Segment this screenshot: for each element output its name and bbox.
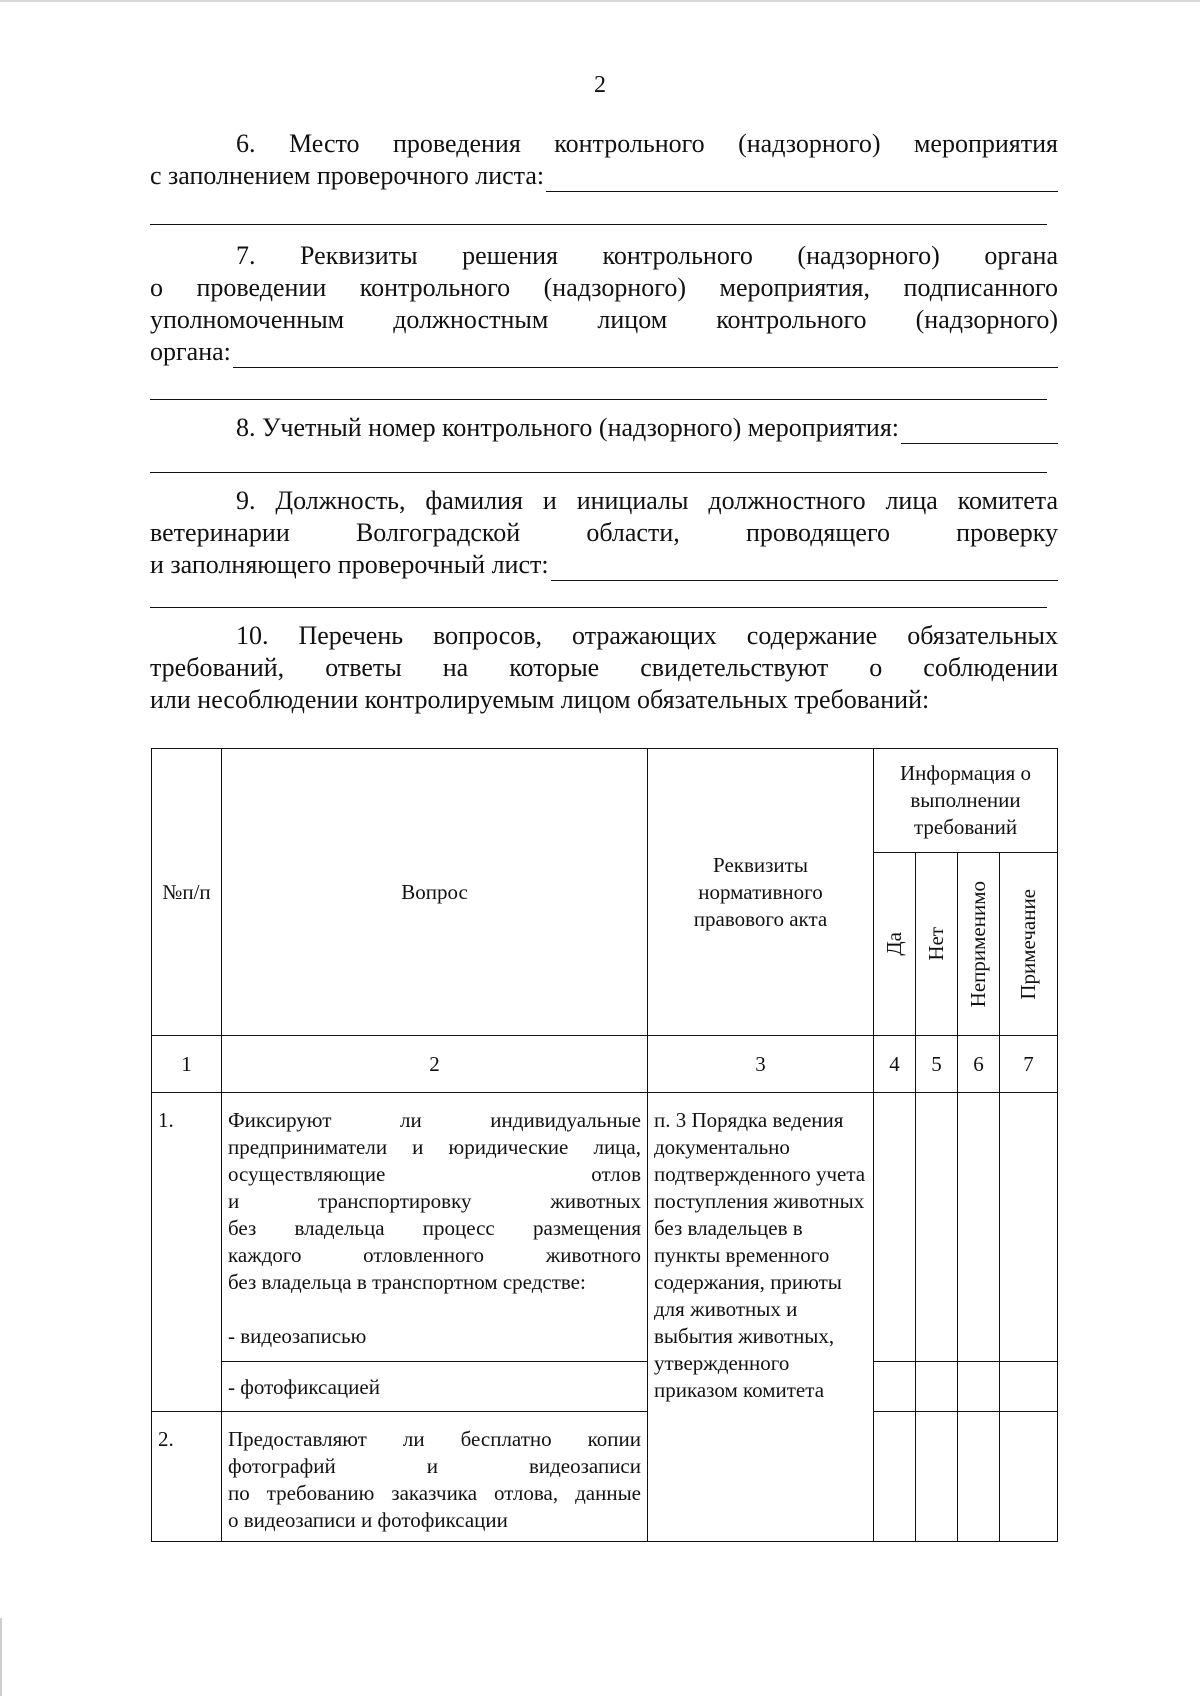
note-cell[interactable] [1000, 1412, 1058, 1542]
item-8-blank[interactable] [901, 418, 1058, 444]
row-number: 2. [152, 1412, 222, 1542]
reference-line: в пункты [654, 1216, 803, 1267]
header-note-cell [1000, 853, 1058, 1036]
question-line: фотографий и видеозаписи [228, 1454, 641, 1478]
header-yes-cell [874, 853, 916, 1036]
page-number: 2 [594, 72, 606, 98]
question-line: осуществляющие отлов [228, 1162, 641, 1186]
question-line: без владельца процесс размещения [228, 1216, 641, 1240]
reference-line: приказом комитета [654, 1378, 825, 1402]
item-6-blank[interactable] [546, 166, 1058, 192]
note-cell[interactable] [1000, 1362, 1058, 1412]
row-question [222, 1412, 648, 1542]
answer-no-cell[interactable] [916, 1362, 958, 1412]
item-9-blank[interactable] [551, 555, 1058, 581]
answer-no-cell[interactable] [916, 1093, 958, 1362]
item-9-fill [150, 549, 1058, 581]
column-number: 6 [958, 1036, 1000, 1093]
reference-line: временного [725, 1243, 830, 1267]
question-line: Фиксируют ли индивидуальные [228, 1108, 641, 1132]
answer-na-cell[interactable] [958, 1093, 1000, 1362]
header-not-applicable: Неприменимо [966, 880, 990, 1008]
reference-line: учета поступления [654, 1162, 866, 1213]
reference-line: подтвержденного [654, 1162, 811, 1186]
note-cell[interactable] [1000, 1093, 1058, 1362]
item-8-line: 8. Учетный номер контрольного (надзорного) мероприятия: [236, 413, 900, 442]
table-row [152, 1412, 1058, 1542]
item-6-line: с заполнением проверочного листа: [150, 161, 545, 190]
column-number: 2 [222, 1036, 648, 1093]
column-number: 5 [916, 1036, 958, 1093]
column-number: 7 [1000, 1036, 1058, 1093]
item-8-fill [150, 412, 1058, 444]
item-10-line: или несоблюдении контролируемым лицом обязательных требований: [150, 685, 930, 714]
reference-line: ведения [772, 1108, 844, 1132]
table-row [152, 1093, 1058, 1362]
header-na-cell [958, 853, 1000, 1036]
question-line: о видеозаписи и фотофиксации [228, 1508, 508, 1532]
header-reference: Реквизиты нормативного правового акта [648, 749, 874, 1036]
answer-no-cell[interactable] [916, 1412, 958, 1542]
item-9-blank-line[interactable] [150, 607, 1047, 608]
item-7-line: 7. Реквизиты решения контрольного (надзорного) органа [236, 241, 1058, 270]
item-9-line: ветеринарии Волгоградской области, проводящего проверку [150, 518, 1058, 547]
column-number: 3 [648, 1036, 874, 1093]
item-10-line: требований, ответы на которые свидетельствуют о соблюдении [150, 653, 1058, 682]
item-9 [150, 485, 1058, 581]
scan-edge-line [0, 0, 1200, 2]
row-reference [648, 1093, 874, 1542]
answer-yes-cell[interactable] [874, 1362, 916, 1412]
item-7-line: о проведении контрольного (надзорного) мероприятия, подписанного [150, 273, 1058, 302]
answer-yes-cell[interactable] [874, 1412, 916, 1542]
item-10-line: 10. Перечень вопросов, отражающих содержание обязательных [236, 621, 1058, 650]
reference-line: животных и [690, 1297, 798, 1321]
item-6-blank-line[interactable] [150, 224, 1047, 225]
reference-line: п. 3 Порядка [654, 1108, 768, 1132]
question-line: предприниматели и юридические лица, [228, 1135, 641, 1159]
item-7 [150, 240, 1058, 368]
reference-line: утвержденного [654, 1351, 790, 1375]
item-7-blank[interactable] [233, 342, 1058, 368]
reference-line: содержания, [654, 1270, 765, 1294]
item-9-line: 9. Должность, фамилия и инициалы должностного лица комитета [236, 486, 1058, 515]
reference-line: без владельцев [654, 1216, 788, 1240]
item-6-fill [150, 160, 1058, 192]
reference-line: животных [773, 1189, 865, 1213]
item-7-line: органа: [150, 337, 231, 366]
question-line: по требованию заказчика отлова, данные [228, 1481, 641, 1505]
header-num: №п/п [152, 749, 222, 1036]
item-8-blank-line[interactable] [150, 472, 1047, 473]
header-note: Примечание [1016, 888, 1041, 1000]
header-no: Нет [924, 927, 948, 961]
sub-item-photo: - фотофиксацией [222, 1362, 648, 1412]
item-9-line: и заполняющего проверочный лист: [150, 550, 549, 579]
header-question: Вопрос [222, 749, 648, 1036]
column-number: 1 [152, 1036, 222, 1093]
question-line: каждого отловленного животного [228, 1243, 641, 1267]
sub-item-video: - видеозаписью [228, 1324, 367, 1348]
question-line: и транспортировку животных [228, 1189, 641, 1213]
item-10 [150, 620, 1058, 716]
item-7-line: уполномоченным должностным лицом контрольного (надзорного) [150, 305, 1058, 334]
item-7-blank-line[interactable] [150, 399, 1047, 400]
reference-line: документально [654, 1135, 790, 1159]
header-yes: Да [882, 932, 906, 956]
question-line: Предоставляют ли бесплатно копии [228, 1427, 641, 1451]
reference-line: выбытия животных, [654, 1324, 835, 1348]
question-line: без владельца в транспортном средстве: [228, 1270, 586, 1294]
answer-yes-cell[interactable] [874, 1093, 916, 1362]
table-row [152, 1362, 1058, 1412]
answer-na-cell[interactable] [958, 1412, 1000, 1542]
item-6 [150, 128, 1058, 192]
column-number: 4 [874, 1036, 916, 1093]
header-no-cell [916, 853, 958, 1036]
reference-line: приюты для [654, 1270, 842, 1321]
item-7-fill [150, 336, 1058, 368]
answer-na-cell[interactable] [958, 1362, 1000, 1412]
row-number: 1. [152, 1093, 222, 1412]
item-8 [150, 412, 1058, 444]
row-question [222, 1093, 648, 1362]
column-number-row [152, 1036, 1058, 1093]
checklist-table [151, 748, 1058, 1542]
scan-edge-mark [0, 1618, 2, 1696]
header-row [152, 749, 1058, 853]
header-info: Информация о выполнении требований [874, 749, 1058, 853]
item-6-line: 6. Место проведения контрольного (надзорного) мероприятия [236, 129, 1058, 158]
